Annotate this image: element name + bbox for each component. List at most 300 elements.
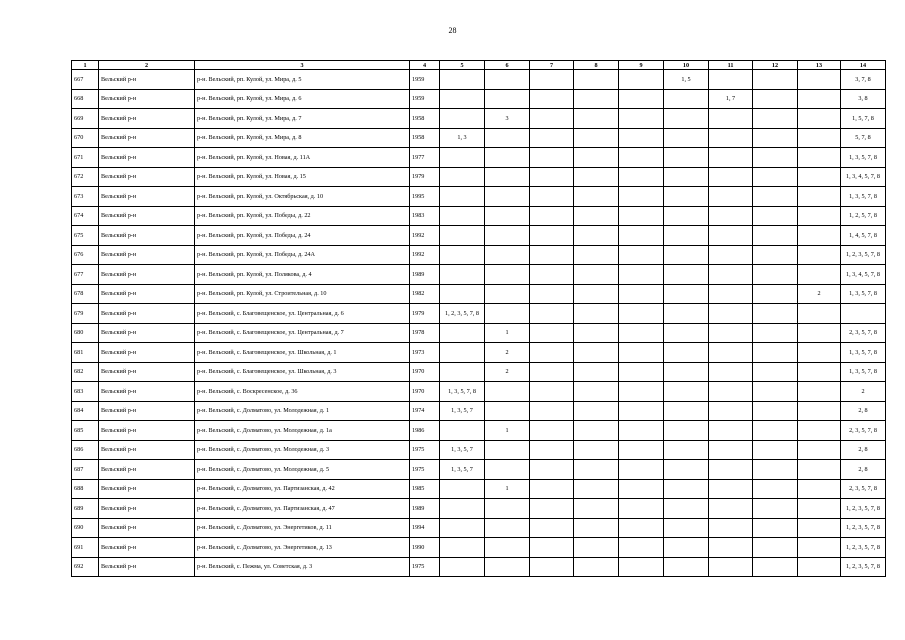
address-cell: р-н. Вельский, с. Долматово, ул. Молодежная, д. 1а <box>195 421 410 441</box>
value-cell <box>753 538 798 558</box>
table-row <box>72 304 886 324</box>
table-row <box>72 167 886 187</box>
year-cell: 1983 <box>410 206 440 226</box>
value-cell <box>440 109 485 129</box>
value-cell <box>530 187 574 207</box>
value-cell <box>619 265 664 285</box>
year-cell: 1989 <box>410 499 440 519</box>
value-cell <box>619 557 664 577</box>
value-cell: 1, 3, 5, 7, 8 <box>841 343 886 363</box>
address-cell: р-н. Вельский, с. Долматово, ул. Партизанская, д. 47 <box>195 499 410 519</box>
value-cell <box>574 226 619 246</box>
value-cell <box>574 362 619 382</box>
value-cell: 2, 3, 5, 7, 8 <box>841 323 886 343</box>
year-cell: 1992 <box>410 245 440 265</box>
value-cell <box>574 421 619 441</box>
value-cell <box>664 557 709 577</box>
address-cell: р-н. Вельский, с. Долматово, ул. Молодежная, д. 3 <box>195 440 410 460</box>
value-cell: 1, 3, 5, 7, 8 <box>841 148 886 168</box>
table-row <box>72 499 886 519</box>
value-cell <box>664 206 709 226</box>
value-cell <box>619 148 664 168</box>
value-cell <box>485 265 530 285</box>
district-cell: Вельский р-н <box>99 538 195 558</box>
year-cell: 1973 <box>410 343 440 363</box>
value-cell <box>440 206 485 226</box>
header-row <box>72 61 886 70</box>
value-cell <box>709 148 753 168</box>
district-cell: Вельский р-н <box>99 206 195 226</box>
district-cell: Вельский р-н <box>99 401 195 421</box>
value-cell <box>664 167 709 187</box>
value-cell <box>709 538 753 558</box>
value-cell <box>753 518 798 538</box>
value-cell <box>574 304 619 324</box>
value-cell <box>485 167 530 187</box>
value-cell <box>574 401 619 421</box>
address-cell: р-н. Вельский, рп. Кулой, ул. Победы, д. 24 <box>195 226 410 246</box>
value-cell <box>709 382 753 402</box>
address-cell: р-н. Вельский, с. Благовещенское, ул. Центральная, д. 6 <box>195 304 410 324</box>
address-cell: р-н. Вельский, рп. Кулой, ул. Мира, д. 7 <box>195 109 410 129</box>
address-cell: р-н. Вельский, рп. Кулой, ул. Новая, д. 15 <box>195 167 410 187</box>
value-cell: 1, 3, 5, 7 <box>440 401 485 421</box>
year-cell: 1990 <box>410 538 440 558</box>
value-cell <box>574 343 619 363</box>
value-cell: 2, 3, 5, 7, 8 <box>841 421 886 441</box>
value-cell <box>709 440 753 460</box>
value-cell <box>798 89 841 109</box>
year-cell: 1978 <box>410 323 440 343</box>
table-row <box>72 538 886 558</box>
row-number: 692 <box>72 557 99 577</box>
value-cell <box>440 70 485 90</box>
value-cell <box>664 245 709 265</box>
value-cell <box>709 421 753 441</box>
value-cell <box>664 187 709 207</box>
row-number: 681 <box>72 343 99 363</box>
district-cell: Вельский р-н <box>99 343 195 363</box>
value-cell <box>753 421 798 441</box>
row-number: 686 <box>72 440 99 460</box>
year-cell: 1975 <box>410 557 440 577</box>
row-number: 671 <box>72 148 99 168</box>
value-cell <box>619 226 664 246</box>
column-header: 13 <box>798 61 841 70</box>
value-cell <box>574 557 619 577</box>
row-number: 685 <box>72 421 99 441</box>
value-cell <box>664 538 709 558</box>
value-cell <box>440 226 485 246</box>
value-cell: 1, 3, 5, 7, 8 <box>841 284 886 304</box>
value-cell <box>440 479 485 499</box>
table-row <box>72 518 886 538</box>
value-cell: 1, 4, 5, 7, 8 <box>841 226 886 246</box>
value-cell: 2 <box>485 343 530 363</box>
year-cell: 1958 <box>410 109 440 129</box>
value-cell: 1, 3, 5, 7 <box>440 460 485 480</box>
value-cell <box>619 128 664 148</box>
value-cell <box>753 362 798 382</box>
district-cell: Вельский р-н <box>99 304 195 324</box>
value-cell <box>709 460 753 480</box>
value-cell: 1, 2, 3, 5, 7, 8 <box>841 245 886 265</box>
value-cell <box>485 304 530 324</box>
value-cell <box>664 401 709 421</box>
year-cell: 1959 <box>410 89 440 109</box>
value-cell <box>664 148 709 168</box>
value-cell <box>530 265 574 285</box>
page-number: 28 <box>448 26 457 35</box>
value-cell <box>530 284 574 304</box>
value-cell <box>709 109 753 129</box>
row-number: 667 <box>72 70 99 90</box>
value-cell <box>619 304 664 324</box>
value-cell <box>485 440 530 460</box>
value-cell <box>574 245 619 265</box>
value-cell <box>440 538 485 558</box>
value-cell <box>798 362 841 382</box>
value-cell: 1, 2, 3, 5, 7, 8 <box>841 518 886 538</box>
value-cell <box>485 70 530 90</box>
column-header: 8 <box>574 61 619 70</box>
row-number: 690 <box>72 518 99 538</box>
value-cell: 1 <box>485 479 530 499</box>
value-cell <box>485 518 530 538</box>
value-cell <box>664 362 709 382</box>
value-cell: 1 <box>485 323 530 343</box>
value-cell <box>574 499 619 519</box>
value-cell <box>574 89 619 109</box>
year-cell: 1995 <box>410 187 440 207</box>
value-cell <box>798 206 841 226</box>
value-cell <box>664 109 709 129</box>
district-cell: Вельский р-н <box>99 440 195 460</box>
value-cell: 2 <box>841 382 886 402</box>
address-cell: р-н. Вельский, рп. Кулой, ул. Строительная, д. 10 <box>195 284 410 304</box>
value-cell <box>530 304 574 324</box>
value-cell <box>530 557 574 577</box>
value-cell <box>485 284 530 304</box>
value-cell <box>798 167 841 187</box>
table-row <box>72 187 886 207</box>
value-cell <box>619 401 664 421</box>
value-cell <box>619 518 664 538</box>
value-cell <box>841 304 886 324</box>
value-cell <box>574 70 619 90</box>
value-cell: 1, 3 <box>440 128 485 148</box>
row-number: 669 <box>72 109 99 129</box>
value-cell <box>485 226 530 246</box>
value-cell <box>530 343 574 363</box>
value-cell <box>664 460 709 480</box>
address-cell: р-н. Вельский, рп. Кулой, ул. Мира, д. 8 <box>195 128 410 148</box>
value-cell <box>664 499 709 519</box>
value-cell <box>485 401 530 421</box>
address-cell: р-н. Вельский, рп. Кулой, ул. Победы, д. 24А <box>195 245 410 265</box>
value-cell: 1, 2, 5, 7, 8 <box>841 206 886 226</box>
value-cell <box>709 499 753 519</box>
value-cell <box>619 206 664 226</box>
value-cell <box>753 245 798 265</box>
value-cell <box>530 167 574 187</box>
value-cell <box>530 89 574 109</box>
value-cell: 1, 7 <box>709 89 753 109</box>
value-cell <box>440 148 485 168</box>
value-cell <box>753 460 798 480</box>
value-cell <box>530 460 574 480</box>
value-cell: 1, 3, 5, 7 <box>440 440 485 460</box>
value-cell <box>753 206 798 226</box>
value-cell: 2, 3, 5, 7, 8 <box>841 479 886 499</box>
value-cell: 1, 3, 5, 7, 8 <box>440 382 485 402</box>
table-row <box>72 382 886 402</box>
value-cell <box>664 128 709 148</box>
table-row <box>72 401 886 421</box>
table-row <box>72 148 886 168</box>
value-cell <box>574 109 619 129</box>
value-cell <box>530 206 574 226</box>
value-cell: 1, 2, 3, 5, 7, 8 <box>841 538 886 558</box>
year-cell: 1994 <box>410 518 440 538</box>
table-row <box>72 284 886 304</box>
value-cell <box>574 323 619 343</box>
value-cell <box>574 440 619 460</box>
value-cell <box>530 128 574 148</box>
value-cell <box>753 440 798 460</box>
table-row <box>72 362 886 382</box>
value-cell: 1, 2, 3, 5, 7, 8 <box>440 304 485 324</box>
value-cell <box>440 421 485 441</box>
value-cell <box>753 148 798 168</box>
value-cell <box>440 265 485 285</box>
address-cell: р-н. Вельский, рп. Кулой, ул. Мира, д. 5 <box>195 70 410 90</box>
row-number: 678 <box>72 284 99 304</box>
row-number: 689 <box>72 499 99 519</box>
address-cell: р-н. Вельский, с. Благовещенское, ул. Школьная, д. 3 <box>195 362 410 382</box>
value-cell <box>440 167 485 187</box>
value-cell <box>485 382 530 402</box>
value-cell <box>619 187 664 207</box>
value-cell <box>753 89 798 109</box>
district-cell: Вельский р-н <box>99 323 195 343</box>
value-cell <box>619 284 664 304</box>
value-cell <box>709 70 753 90</box>
value-cell <box>709 128 753 148</box>
value-cell <box>485 538 530 558</box>
value-cell <box>664 89 709 109</box>
value-cell <box>798 479 841 499</box>
value-cell <box>664 323 709 343</box>
row-number: 676 <box>72 245 99 265</box>
value-cell <box>485 89 530 109</box>
district-cell: Вельский р-н <box>99 382 195 402</box>
value-cell <box>530 421 574 441</box>
year-cell: 1986 <box>410 421 440 441</box>
year-cell: 1982 <box>410 284 440 304</box>
value-cell <box>753 499 798 519</box>
year-cell: 1985 <box>410 479 440 499</box>
column-header: 5 <box>440 61 485 70</box>
table-row <box>72 70 886 90</box>
value-cell <box>530 109 574 129</box>
value-cell <box>798 382 841 402</box>
table-row <box>72 440 886 460</box>
value-cell <box>574 265 619 285</box>
value-cell <box>753 382 798 402</box>
column-header: 10 <box>664 61 709 70</box>
value-cell <box>664 226 709 246</box>
value-cell <box>440 518 485 538</box>
value-cell: 1, 5 <box>664 70 709 90</box>
address-cell: р-н. Вельский, с. Благовещенское, ул. Школьная, д. 1 <box>195 343 410 363</box>
column-header: 6 <box>485 61 530 70</box>
value-cell <box>574 148 619 168</box>
column-header: 1 <box>72 61 99 70</box>
value-cell <box>619 479 664 499</box>
column-header: 9 <box>619 61 664 70</box>
value-cell <box>664 265 709 285</box>
address-cell: р-н. Вельский, с. Долматово, ул. Энергетиков, д. 11 <box>195 518 410 538</box>
value-cell <box>798 109 841 129</box>
value-cell: 2, 8 <box>841 401 886 421</box>
value-cell: 2, 8 <box>841 440 886 460</box>
value-cell <box>440 362 485 382</box>
district-cell: Вельский р-н <box>99 167 195 187</box>
value-cell <box>440 245 485 265</box>
table-row <box>72 245 886 265</box>
value-cell <box>798 557 841 577</box>
column-header: 14 <box>841 61 886 70</box>
value-cell <box>619 440 664 460</box>
value-cell <box>440 557 485 577</box>
address-cell: р-н. Вельский, рп. Кулой, ул. Мира, д. 6 <box>195 89 410 109</box>
value-cell <box>440 323 485 343</box>
table-row <box>72 323 886 343</box>
district-cell: Вельский р-н <box>99 557 195 577</box>
value-cell <box>485 187 530 207</box>
value-cell: 1, 3, 4, 5, 7, 8 <box>841 265 886 285</box>
value-cell <box>664 304 709 324</box>
value-cell <box>574 284 619 304</box>
value-cell <box>709 284 753 304</box>
column-header: 4 <box>410 61 440 70</box>
value-cell <box>664 440 709 460</box>
address-cell: р-н. Вельский, с. Благовещенское, ул. Центральная, д. 7 <box>195 323 410 343</box>
registry-table <box>71 60 886 577</box>
row-number: 673 <box>72 187 99 207</box>
row-number: 687 <box>72 460 99 480</box>
value-cell <box>664 479 709 499</box>
value-cell <box>530 323 574 343</box>
district-cell: Вельский р-н <box>99 109 195 129</box>
column-header: 7 <box>530 61 574 70</box>
value-cell <box>798 70 841 90</box>
value-cell <box>619 499 664 519</box>
value-cell <box>440 343 485 363</box>
value-cell <box>709 479 753 499</box>
column-header: 2 <box>99 61 195 70</box>
district-cell: Вельский р-н <box>99 421 195 441</box>
value-cell <box>619 89 664 109</box>
year-cell: 1970 <box>410 382 440 402</box>
district-cell: Вельский р-н <box>99 70 195 90</box>
year-cell: 1989 <box>410 265 440 285</box>
table-row <box>72 343 886 363</box>
value-cell <box>798 460 841 480</box>
district-cell: Вельский р-н <box>99 265 195 285</box>
table-row <box>72 206 886 226</box>
value-cell <box>574 518 619 538</box>
row-number: 675 <box>72 226 99 246</box>
district-cell: Вельский р-н <box>99 128 195 148</box>
value-cell <box>619 421 664 441</box>
value-cell: 5, 7, 8 <box>841 128 886 148</box>
row-number: 672 <box>72 167 99 187</box>
row-number: 668 <box>72 89 99 109</box>
value-cell: 3, 8 <box>841 89 886 109</box>
value-cell <box>798 148 841 168</box>
value-cell <box>753 343 798 363</box>
value-cell <box>753 109 798 129</box>
row-number: 691 <box>72 538 99 558</box>
address-cell: р-н. Вельский, с. Долматово, ул. Партизанская, д. 42 <box>195 479 410 499</box>
value-cell <box>440 89 485 109</box>
value-cell <box>709 245 753 265</box>
district-cell: Вельский р-н <box>99 148 195 168</box>
table-row <box>72 226 886 246</box>
value-cell <box>664 343 709 363</box>
value-cell <box>709 206 753 226</box>
value-cell <box>753 70 798 90</box>
value-cell <box>753 401 798 421</box>
value-cell <box>530 382 574 402</box>
table-row <box>72 109 886 129</box>
value-cell <box>798 245 841 265</box>
value-cell <box>798 304 841 324</box>
value-cell: 1, 5, 7, 8 <box>841 109 886 129</box>
value-cell <box>798 401 841 421</box>
value-cell <box>798 187 841 207</box>
district-cell: Вельский р-н <box>99 245 195 265</box>
value-cell: 1, 3, 4, 5, 7, 8 <box>841 167 886 187</box>
column-header: 12 <box>753 61 798 70</box>
column-header: 11 <box>709 61 753 70</box>
value-cell <box>753 265 798 285</box>
district-cell: Вельский р-н <box>99 460 195 480</box>
value-cell <box>798 226 841 246</box>
value-cell <box>664 518 709 538</box>
year-cell: 1979 <box>410 304 440 324</box>
value-cell <box>485 460 530 480</box>
address-cell: р-н. Вельский, с. Долматово, ул. Молодежная, д. 5 <box>195 460 410 480</box>
value-cell <box>530 148 574 168</box>
row-number: 680 <box>72 323 99 343</box>
table-row <box>72 479 886 499</box>
district-cell: Вельский р-н <box>99 518 195 538</box>
row-number: 674 <box>72 206 99 226</box>
value-cell <box>753 167 798 187</box>
value-cell <box>709 518 753 538</box>
district-cell: Вельский р-н <box>99 362 195 382</box>
value-cell <box>619 538 664 558</box>
value-cell <box>798 518 841 538</box>
value-cell <box>485 557 530 577</box>
value-cell <box>530 245 574 265</box>
value-cell <box>798 343 841 363</box>
district-cell: Вельский р-н <box>99 499 195 519</box>
address-cell: р-н. Вельский, с. Долматово, ул. Энергетиков, д. 13 <box>195 538 410 558</box>
